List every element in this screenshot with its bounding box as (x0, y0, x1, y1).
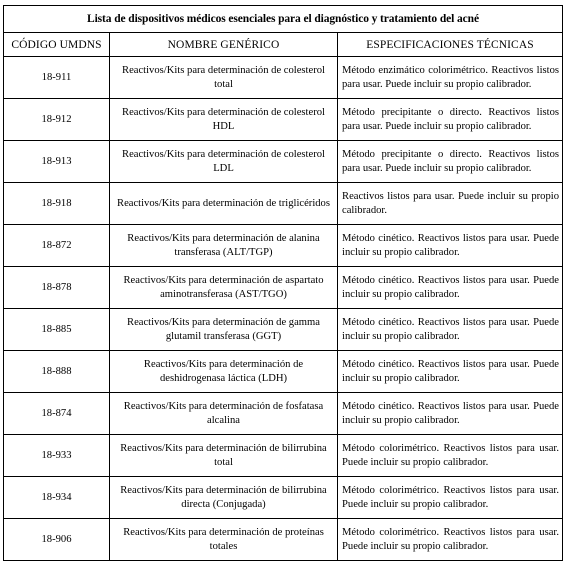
specification-cell: Método cinético. Reactivos listos para usar. Puede incluir su propio calibrador. (338, 267, 563, 309)
specification-cell: Reactivos listos para usar. Puede incluir su propio calibrador. (338, 183, 563, 225)
header-code: CÓDIGO UMDNS (4, 33, 110, 57)
umdns-code-cell: 18-911 (4, 57, 110, 99)
generic-name-cell: Reactivos/Kits para determinación de colesterol HDL (110, 99, 338, 141)
table-row (4, 99, 563, 141)
umdns-code-cell: 18-878 (4, 267, 110, 309)
generic-name-cell: Reactivos/Kits para determinación de bilirrubina directa (Conjugada) (110, 477, 338, 519)
specification-cell: Método cinético. Reactivos listos para usar. Puede incluir su propio calibrador. (338, 225, 563, 267)
table-row (4, 309, 563, 351)
table-row (4, 267, 563, 309)
specification-cell: Método enzimático colorimétrico. Reactivos listos para usar. Puede incluir su propio calibrador. (338, 57, 563, 99)
umdns-code-cell: 18-912 (4, 99, 110, 141)
header-generic-name: NOMBRE GENÉRICO (110, 33, 338, 57)
specification-cell: Método precipitante o directo. Reactivos listos para usar. Puede incluir su propio calibrador. (338, 99, 563, 141)
specification-cell: Método colorimétrico. Reactivos listos para usar. Puede incluir su propio calibrador. (338, 435, 563, 477)
generic-name-cell: Reactivos/Kits para determinación de colesterol total (110, 57, 338, 99)
specification-cell: Método cinético. Reactivos listos para usar. Puede incluir su propio calibrador. (338, 393, 563, 435)
specification-cell: Método cinético. Reactivos listos para usar. Puede incluir su propio calibrador. (338, 351, 563, 393)
umdns-code-cell: 18-933 (4, 435, 110, 477)
umdns-code-cell: 18-885 (4, 309, 110, 351)
generic-name-cell: Reactivos/Kits para determinación de alanina transferasa (ALT/TGP) (110, 225, 338, 267)
generic-name-cell: Reactivos/Kits para determinación de deshidrogenasa láctica (LDH) (110, 351, 338, 393)
specification-cell: Método colorimétrico. Reactivos listos para usar. Puede incluir su propio calibrador. (338, 519, 563, 561)
specification-cell: Método cinético. Reactivos listos para usar. Puede incluir su propio calibrador. (338, 309, 563, 351)
document-table-wrapper (3, 5, 562, 561)
umdns-code-cell: 18-918 (4, 183, 110, 225)
umdns-code-cell: 18-906 (4, 519, 110, 561)
umdns-code-cell: 18-934 (4, 477, 110, 519)
table-header-row (4, 33, 563, 57)
specification-cell: Método colorimétrico. Reactivos listos para usar. Puede incluir su propio calibrador. (338, 477, 563, 519)
header-specifications: ESPECIFICACIONES TÉCNICAS (338, 33, 563, 57)
generic-name-cell: Reactivos/Kits para determinación de proteínas totales (110, 519, 338, 561)
table-row (4, 225, 563, 267)
table-title: Lista de dispositivos médicos esenciales para el diagnóstico y tratamiento del acné (4, 6, 563, 33)
umdns-code-cell: 18-874 (4, 393, 110, 435)
table-row (4, 519, 563, 561)
table-row (4, 477, 563, 519)
table-row (4, 435, 563, 477)
generic-name-cell: Reactivos/Kits para determinación de aspartato aminotransferasa (AST/TGO) (110, 267, 338, 309)
table-row (4, 393, 563, 435)
umdns-code-cell: 18-888 (4, 351, 110, 393)
specification-cell: Método precipitante o directo. Reactivos listos para usar. Puede incluir su propio calibrador. (338, 141, 563, 183)
umdns-code-cell: 18-913 (4, 141, 110, 183)
umdns-code-cell: 18-872 (4, 225, 110, 267)
generic-name-cell: Reactivos/Kits para determinación de triglicéridos (110, 183, 338, 225)
table-row (4, 183, 563, 225)
table-row (4, 141, 563, 183)
generic-name-cell: Reactivos/Kits para determinación de colesterol LDL (110, 141, 338, 183)
generic-name-cell: Reactivos/Kits para determinación de gamma glutamil transferasa (GGT) (110, 309, 338, 351)
table-row (4, 351, 563, 393)
table-row (4, 57, 563, 99)
medical-devices-table (3, 5, 563, 561)
generic-name-cell: Reactivos/Kits para determinación de bilirrubina total (110, 435, 338, 477)
generic-name-cell: Reactivos/Kits para determinación de fosfatasa alcalina (110, 393, 338, 435)
